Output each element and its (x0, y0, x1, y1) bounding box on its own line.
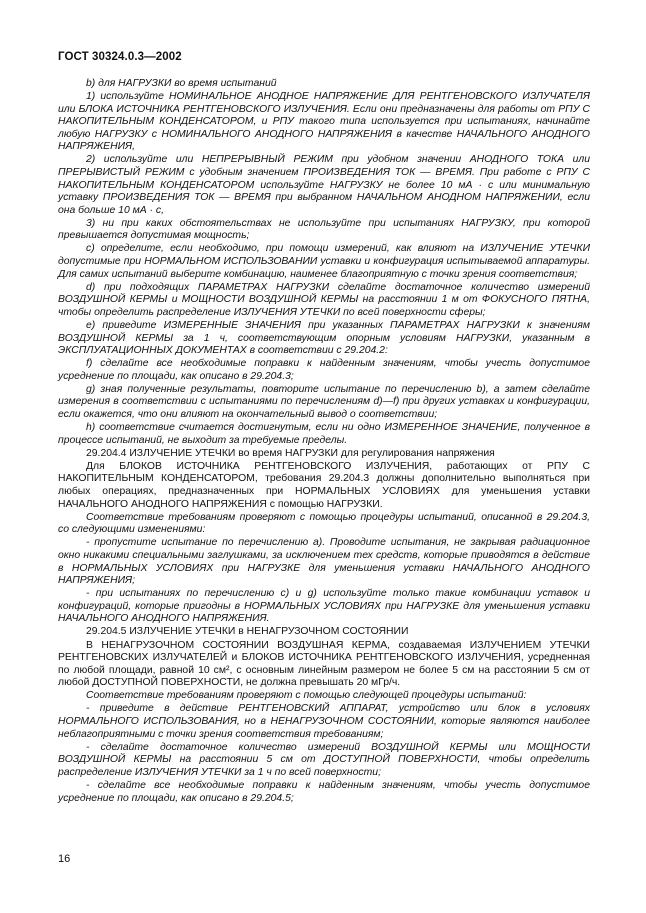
paragraph: e) приведите ИЗМЕРЕННЫЕ ЗНАЧЕНИЯ при указанных ПАРАМЕТРАХ НАГРУЗКИ к значениям ВОЗДУШНОЙ КЕРМЫ за 1 ч, соответствующим опорным условиям НАГРУЗКИ, указанным в ЭКСПЛУАТАЦИОННЫХ ДОКУМЕНТАХ в соответствии с 29.204.2: (58, 319, 590, 357)
paragraph: 2) используйте или НЕПРЕРЫВНЫЙ РЕЖИМ при удобном значении АНОДНОГО ТОКА или ПРЕРЫВИСТЫЙ РЕЖИМ с удобным значением ПРОИЗВЕДЕНИЯ ТОК — ВРЕМЯ. При работе с РПУ С НАКОПИТЕЛЬНЫМ КОНДЕНСАТОРОМ используйте НАГРУЗКУ не более 10 мА · с или минимальную уставку ПРОИЗВЕДЕНИЯ ТОК — ВРЕМЯ при выбранном НАЧАЛЬНОМ АНОДНОМ НАПРЯЖЕНИИ, если она больше 10 мА · с, (58, 154, 590, 216)
paragraph: - пропустите испытание по перечислению а). Проводите испытания, не закрывая радиационное окно никакими специальными заглушками, за исключением тех средств, которые приводятся в действие в НОРМАЛЬНЫХ УСЛОВИЯХ при НАГРУЗКЕ для уменьшения уставки НАЧАЛЬНОГО АНОДНОГО НАПРЯЖЕНИЯ; (58, 537, 590, 587)
paragraph: g) зная полученные результаты, повторите испытание по перечислению b), а затем сделайте измерения в соответствии с испытаниями по перечислениям d)—f) при других уставках и конфигурации, если окажется, что они влияют на окончательный вывод о соответствии; (58, 383, 590, 420)
paragraph: В НЕНАГРУЗОЧНОМ СОСТОЯНИИ ВОЗДУШНАЯ КЕРМА, создаваемая ИЗЛУЧЕНИЕМ УТЕЧКИ РЕНТГЕНОВСКИХ ИЗЛУЧАТЕЛЕЙ и БЛОКОВ ИСТОЧНИКА РЕНТГЕНОВСКОГО ИЗЛУЧЕНИЯ, усредненная по любой площади, равной 10 см², с основным линейным размером не более 5 см на расстоянии 5 см от любой ДОСТУПНОЙ ПОВЕРХНОСТИ, не должна превышать 20 мГр/ч. (58, 639, 590, 689)
paragraph: d) при подходящих ПАРАМЕТРАХ НАГРУЗКИ сделайте достаточное количество измерений ВОЗДУШНОЙ КЕРМЫ и МОЩНОСТИ ВОЗДУШНОЙ КЕРМЫ на расстоянии 1 м от ФОКУСНОГО ПЯТНА, чтобы определить распределение ИЗЛУЧЕНИЯ УТЕЧКИ по всей поверхности сферы; (58, 281, 590, 318)
paragraph: c) определите, если необходимо, при помощи измерений, как влияют на ИЗЛУЧЕНИЕ УТЕЧКИ допустимые при НОРМАЛЬНОМ ИСПОЛЬЗОВАНИИ уставки и конфигурация испытываемой аппаратуры. Для самих испытаний выберите комбинацию, наименее благоприятную с точки зрения соответствия; (58, 243, 590, 280)
paragraph: Соответствие требованиям проверяют с помощью процедуры испытаний, описанной в 29.204.3, со следующими изменениями: (58, 511, 590, 536)
paragraph: f) сделайте все необходимые поправки к найденным значениям, чтобы учесть допустимое усреднение по площади, как описано в 29.204.3; (58, 358, 590, 382)
document-header: ГОСТ 30324.0.3—2002 (58, 51, 182, 63)
paragraph: - приведите в действие РЕНТГЕНОВСКИЙ АППАРАТ, устройство или блок в условиях НОРМАЛЬНОГО ИСПОЛЬЗОВАНИЯ, но в НЕНАГРУЗОЧНОМ СОСТОЯНИИ, которые являются наиболее неблагоприятными с точки зрения соответствия требованиям; (58, 703, 590, 740)
paragraph: 1) используйте НОМИНАЛЬНОЕ АНОДНОЕ НАПРЯЖЕНИЕ ДЛЯ РЕНТГЕНОВСКОГО ИЗЛУЧАТЕЛЯ или БЛОКА ИСТОЧНИКА РЕНТГЕНОВСКОГО ИЗЛУЧЕНИЯ. Если они предназначены для работы от РПУ С НАКОПИТЕЛЬНЫМ КОНДЕНСАТОРОМ, и РПУ такого типа используется при испытаниях, начинайте любую НАГРУЗКУ с НОМИНАЛЬНОГО АНОДНОГО НАПРЯЖЕНИЯ в качестве НАЧАЛЬНОГО АНОДНОГО НАПРЯЖЕНИЯ, (58, 91, 590, 153)
paragraph: 3) ни при каких обстоятельствах не используйте при испытаниях НАГРУЗКУ, при которой превышается допустимая мощность; (58, 217, 590, 242)
page-number: 16 (58, 853, 71, 865)
paragraph: b) для НАГРУЗКИ во время испытаний (86, 78, 277, 89)
paragraph: - сделайте достаточное количество измерений ВОЗДУШНОЙ КЕРМЫ или МОЩНОСТИ ВОЗДУШНОЙ КЕРМЫ на расстоянии 5 см от ДОСТУПНОЙ ПОВЕРХНОСТИ, чтобы определить распределение ИЗЛУЧЕНИЯ УТЕЧКИ за 1 ч по всей поверхности; (58, 741, 590, 778)
paragraph: 29.204.5 ИЗЛУЧЕНИЕ УТЕЧКИ в НЕНАГРУЗОЧНОМ СОСТОЯНИИ (86, 626, 409, 638)
paragraph: Для БЛОКОВ ИСТОЧНИКА РЕНТГЕНОВСКОГО ИЗЛУЧЕНИЯ, работающих от РПУ С НАКОПИТЕЛЬНЫМ КОНДЕНСАТОРОМ, требования 29.204.3 должны дополнительно выполняться при любых операциях, предназначенных при НОРМАЛЬНЫХ УСЛОВИЯХ для уменьшения уставки НАЧАЛЬНОГО АНОДНОГО НАПРЯЖЕНИЯ с помощью НАГРУЗКИ. (58, 460, 590, 510)
document-body (58, 78, 590, 805)
paragraph: - сделайте все необходимые поправки к найденным значениям, чтобы учесть допустимое усреднение по площади, как описано в 29.204.5; (58, 779, 590, 804)
paragraph: - при испытаниях по перечислению с) и g) используйте только такие комбинации уставок и конфигураций, которые пригодны в НОРМАЛЬНЫХ УСЛОВИЯХ при НАГРУЗКЕ для уменьшения уставки НАЧАЛЬНОГО АНОДНОГО НАПРЯЖЕНИЯ. (58, 588, 590, 625)
paragraph: Соответствие требованиям проверяют с помощью следующей процедуры испытаний: (86, 690, 527, 702)
paragraph: h) соответствие считается достигнутым, если ни одно ИЗМЕРЕННОЕ ЗНАЧЕНИЕ, полученное в процессе испытаний, не выходит за требуемые пределы. (58, 422, 590, 446)
paragraph: 29.204.4 ИЗЛУЧЕНИЕ УТЕЧКИ во время НАГРУЗКИ для регулирования напряжения (86, 447, 495, 459)
